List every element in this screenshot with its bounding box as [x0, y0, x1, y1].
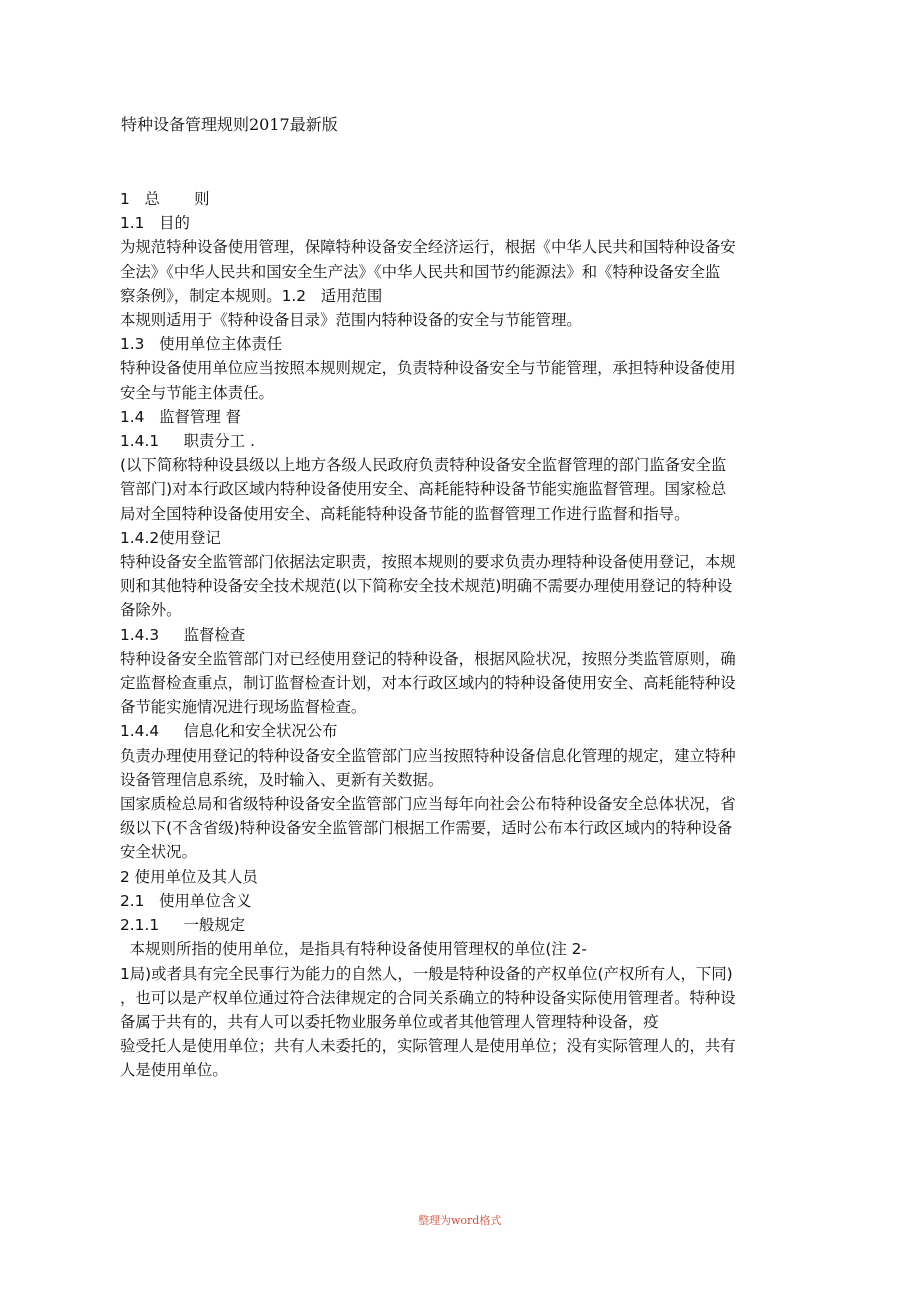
document-body — [120, 187, 806, 1083]
heading-section-1: 1 总 则 — [120, 190, 210, 208]
paragraph-line: 安全状况。 — [120, 843, 197, 862]
paragraph-line: 特种设备安全监管部门依据法定职责，按照本规则的要求负责办理特种设备使用登记，本规 — [120, 553, 736, 572]
document-title: 特种设备管理规则2017最新版 — [121, 115, 338, 134]
paragraph-line: ，也可以是产权单位通过符合法律规定的合同关系确立的特种设备实际使用管理者。特种设 — [120, 988, 736, 1007]
paragraph-line: 察条例》，制定本规则。1.2 适用范围 — [120, 286, 383, 305]
paragraph-line: 国家质检总局和省级特种设备安全监管部门应当每年向社会公布特种设备安全总体状况，省 — [120, 795, 736, 814]
heading-1-4-2: 1.4.2使用登记 — [120, 528, 221, 547]
heading-1-4-1: 1.4.1 职责分工 . — [120, 432, 255, 451]
heading-section-2: 2 使用单位及其人员 — [120, 867, 258, 886]
paragraph-line: (以下简称特种设县级以上地方各级人民政府负责特种设备安全监督管理的部门监备安全监 — [120, 456, 727, 475]
heading-1-3: 1.3 使用单位主体责任 — [120, 335, 283, 354]
heading-1-1: 1.1 目的 — [120, 214, 190, 233]
paragraph-line: 定监督检查重点，制订监督检查计划，对本行政区域内的特种设备使用安全、高耗能特种设 — [120, 674, 736, 693]
paragraph-line: 负责办理使用登记的特种设备安全监管部门应当按照特种设备信息化管理的规定，建立特种 — [120, 746, 736, 765]
heading-1-4: 1.4 监督管理 督 — [120, 407, 241, 426]
paragraph-line: 本规则所指的使用单位，是指具有特种设备使用管理权的单位(注 2- — [120, 940, 587, 959]
paragraph-line: 验受托人是使用单位；共有人未委托的，实际管理人是使用单位；没有实际管理人的，共有 — [120, 1037, 736, 1056]
paragraph-line: 备属于共有的，共有人可以委托物业服务单位或者其他管理人管理特种设备，疫 — [120, 1012, 659, 1031]
paragraph-line: 级以下(不含省级)特种设备安全监管部门根据工作需要，适时公布本行政区域内的特种设备 — [120, 819, 733, 838]
heading-1-4-3: 1.4.3 监督检查 — [120, 625, 246, 644]
paragraph-line: 管部门)对本行政区域内特种设备使用安全、高耗能特种设备节能实施监督管理。国家检总 — [120, 480, 727, 499]
paragraph-line: 特种设备使用单位应当按照本规则规定，负责特种设备安全与节能管理，承担特种设备使用 — [120, 359, 736, 378]
paragraph-line: 备节能实施情况进行现场监督检查。 — [120, 698, 367, 717]
heading-2-1: 2.1 使用单位含义 — [120, 891, 252, 910]
paragraph-line: 备除外。 — [120, 601, 182, 620]
paragraph-line: 设备管理信息系统，及时输入、更新有关数据。 — [120, 770, 444, 789]
footer-note: 整理为word格式 — [418, 1214, 502, 1227]
heading-1-4-4: 1.4.4 信息化和安全状况公布 — [120, 722, 338, 741]
paragraph-line: 局对全国特种设备使用安全、高耗能特种设备节能的监督管理工作进行监督和指导。 — [120, 504, 690, 523]
paragraph-line: 则和其他特种设备安全技术规范(以下简称安全技术规范)明确不需要办理使用登记的特种设 — [120, 577, 733, 596]
paragraph-line: 1局)或者具有完全民事行为能力的自然人，一般是特种设备的产权单位(产权所有人，下同) — [120, 964, 733, 983]
paragraph-line: 人是使用单位。 — [120, 1061, 228, 1080]
paragraph-line: 为规范特种设备使用管理，保障特种设备安全经济运行，根据《中华人民共和国特种设备安 — [120, 238, 736, 257]
paragraph-line: 全法》《中华人民共和国安全生产法》《中华人民共和国节约能源法》和《特种设备安全监 — [120, 262, 721, 281]
paragraph-line: 安全与节能主体责任。 — [120, 383, 274, 402]
paragraph-line: 特种设备安全监管部门对已经使用登记的特种设备，根据风险状况，按照分类监管原则，确 — [120, 649, 736, 668]
heading-2-1-1: 2.1.1 一般规定 — [120, 916, 246, 935]
paragraph-line: 本规则适用于《特种设备目录》范围内特种设备的安全与节能管理。 — [120, 311, 582, 330]
